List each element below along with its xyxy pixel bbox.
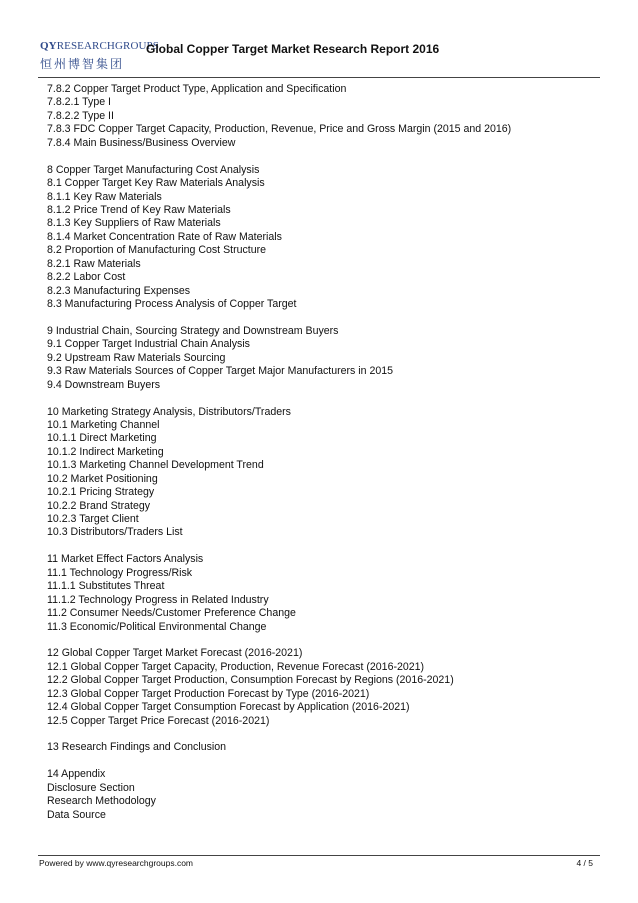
qyresearch-logo [38,40,159,74]
logo-wordmark [40,40,159,52]
toc-entry: Research Methodology [47,795,156,808]
toc-entry: 7.8.4 Main Business/Business Overview [47,136,236,149]
footer-divider [38,855,600,856]
toc-entry: 11.3 Economic/Political Environmental Change [47,620,267,633]
toc-entry: Data Source [47,808,106,821]
toc-entry: 10.2.3 Target Client [47,513,139,525]
toc-entry: 11.1 Technology Progress/Risk [47,566,193,579]
toc-entry: 10.2 Market Positioning [47,472,158,485]
table-of-contents [47,83,597,822]
toc-entry: 10.1.3 Marketing Channel Development Trend [47,459,264,472]
toc-entry: 10.1 Marketing Channel [47,418,160,431]
toc-entry: 8.2.1 Raw Materials [47,257,141,270]
toc-entry: 9.3 Raw Materials Sources of Copper Target Major Manufacturers in 2015 [47,365,394,378]
toc-entry: 12.1 Global Copper Target Capacity, Production, Revenue Forecast (2016-2021) [47,660,425,673]
toc-entry: 8.2.3 Manufacturing Expenses [47,284,191,297]
toc-entry: 11.1.2 Technology Progress in Related Industry [47,593,269,606]
toc-entry: 7.8.2.1 Type I [47,96,112,109]
toc-entry: 9.2 Upstream Raw Materials Sourcing [47,351,226,364]
toc-entry: 8.2 Proportion of Manufacturing Cost Structure [47,244,267,257]
toc-entry: 8.1 Copper Target Key Raw Materials Analysis [47,177,265,190]
toc-entry: 12.4 Global Copper Target Consumption Forecast by Application (2016-2021) [47,701,410,714]
toc-entry: 10.1.2 Indirect Marketing [47,445,164,458]
page-header [38,40,600,76]
logo-chinese-name: 恒州博智集团 [40,57,125,71]
toc-entry: 10.2.2 Brand Strategy [47,499,151,512]
toc-entry: 9.1 Copper Target Industrial Chain Analysis [47,338,250,351]
toc-entry: 8.1.4 Market Concentration Rate of Raw Materials [47,230,282,243]
toc-entry: 9 Industrial Chain, Sourcing Strategy and Downstream Buyers [47,324,339,337]
logo-wordmark-prefix: QY [40,40,57,52]
toc-entry: 11.2 Consumer Needs/Customer Preference Change [47,607,296,620]
page-number: 4 / 5 [576,858,593,868]
toc-entry: 8.1.2 Price Trend of Key Raw Materials [47,203,231,216]
toc-entry: 12.5 Copper Target Price Forecast (2016-2021) [47,714,270,727]
section-gap [47,540,597,553]
toc-entry: 11.1.1 Substitutes Threat [47,580,165,593]
toc-entry: 12.3 Global Copper Target Production Forecast by Type (2016-2021) [47,687,370,700]
toc-entry: 14 Appendix [47,768,106,781]
toc-entry: 8.3 Manufacturing Process Analysis of Copper Target [47,298,297,310]
section-gap [47,728,597,741]
toc-entry: 10.1.1 Direct Marketing [47,432,157,445]
toc-entry: 13 Research Findings and Conclusion [47,741,227,754]
report-title: Global Copper Target Market Research Report 2016 [146,42,440,56]
footer-powered-by-link[interactable]: Powered by www.qyresearchgroups.com [39,858,194,868]
section-gap [47,634,597,647]
section-gap [47,311,597,324]
header-divider [38,77,600,78]
toc-entry: 8.1.3 Key Suppliers of Raw Materials [47,217,221,230]
section-gap [47,150,597,163]
toc-entry: 7.8.3 FDC Copper Target Capacity, Production, Revenue, Price and Gross Margin (2015 and 2016) [47,123,512,136]
toc-entry: 10 Marketing Strategy Analysis, Distributors/Traders [47,405,291,418]
toc-entry: 8 Copper Target Manufacturing Cost Analysis [47,163,260,176]
toc-entry: 11 Market Effect Factors Analysis [47,553,204,566]
toc-entry: 9.4 Downstream Buyers [47,378,161,391]
toc-entry: Disclosure Section [47,781,135,794]
logo-wordmark-rest: RESEARCHGROUPS [56,40,159,52]
section-gap [47,755,597,768]
toc-entry: 7.8.2 Copper Target Product Type, Application and Specification [47,83,347,95]
section-gap [47,392,597,405]
toc-entry: 10.3 Distributors/Traders List [47,526,183,539]
toc-entry: 7.8.2.2 Type II [47,109,114,122]
toc-entry: 12.2 Global Copper Target Production, Consumption Forecast by Regions (2016-2021) [47,674,454,687]
toc-entry: 12 Global Copper Target Market Forecast (2016-2021) [47,647,303,660]
toc-entry: 8.1.1 Key Raw Materials [47,190,162,203]
toc-entry: 10.2.1 Pricing Strategy [47,486,155,499]
toc-entry: 8.2.2 Labor Cost [47,271,126,284]
